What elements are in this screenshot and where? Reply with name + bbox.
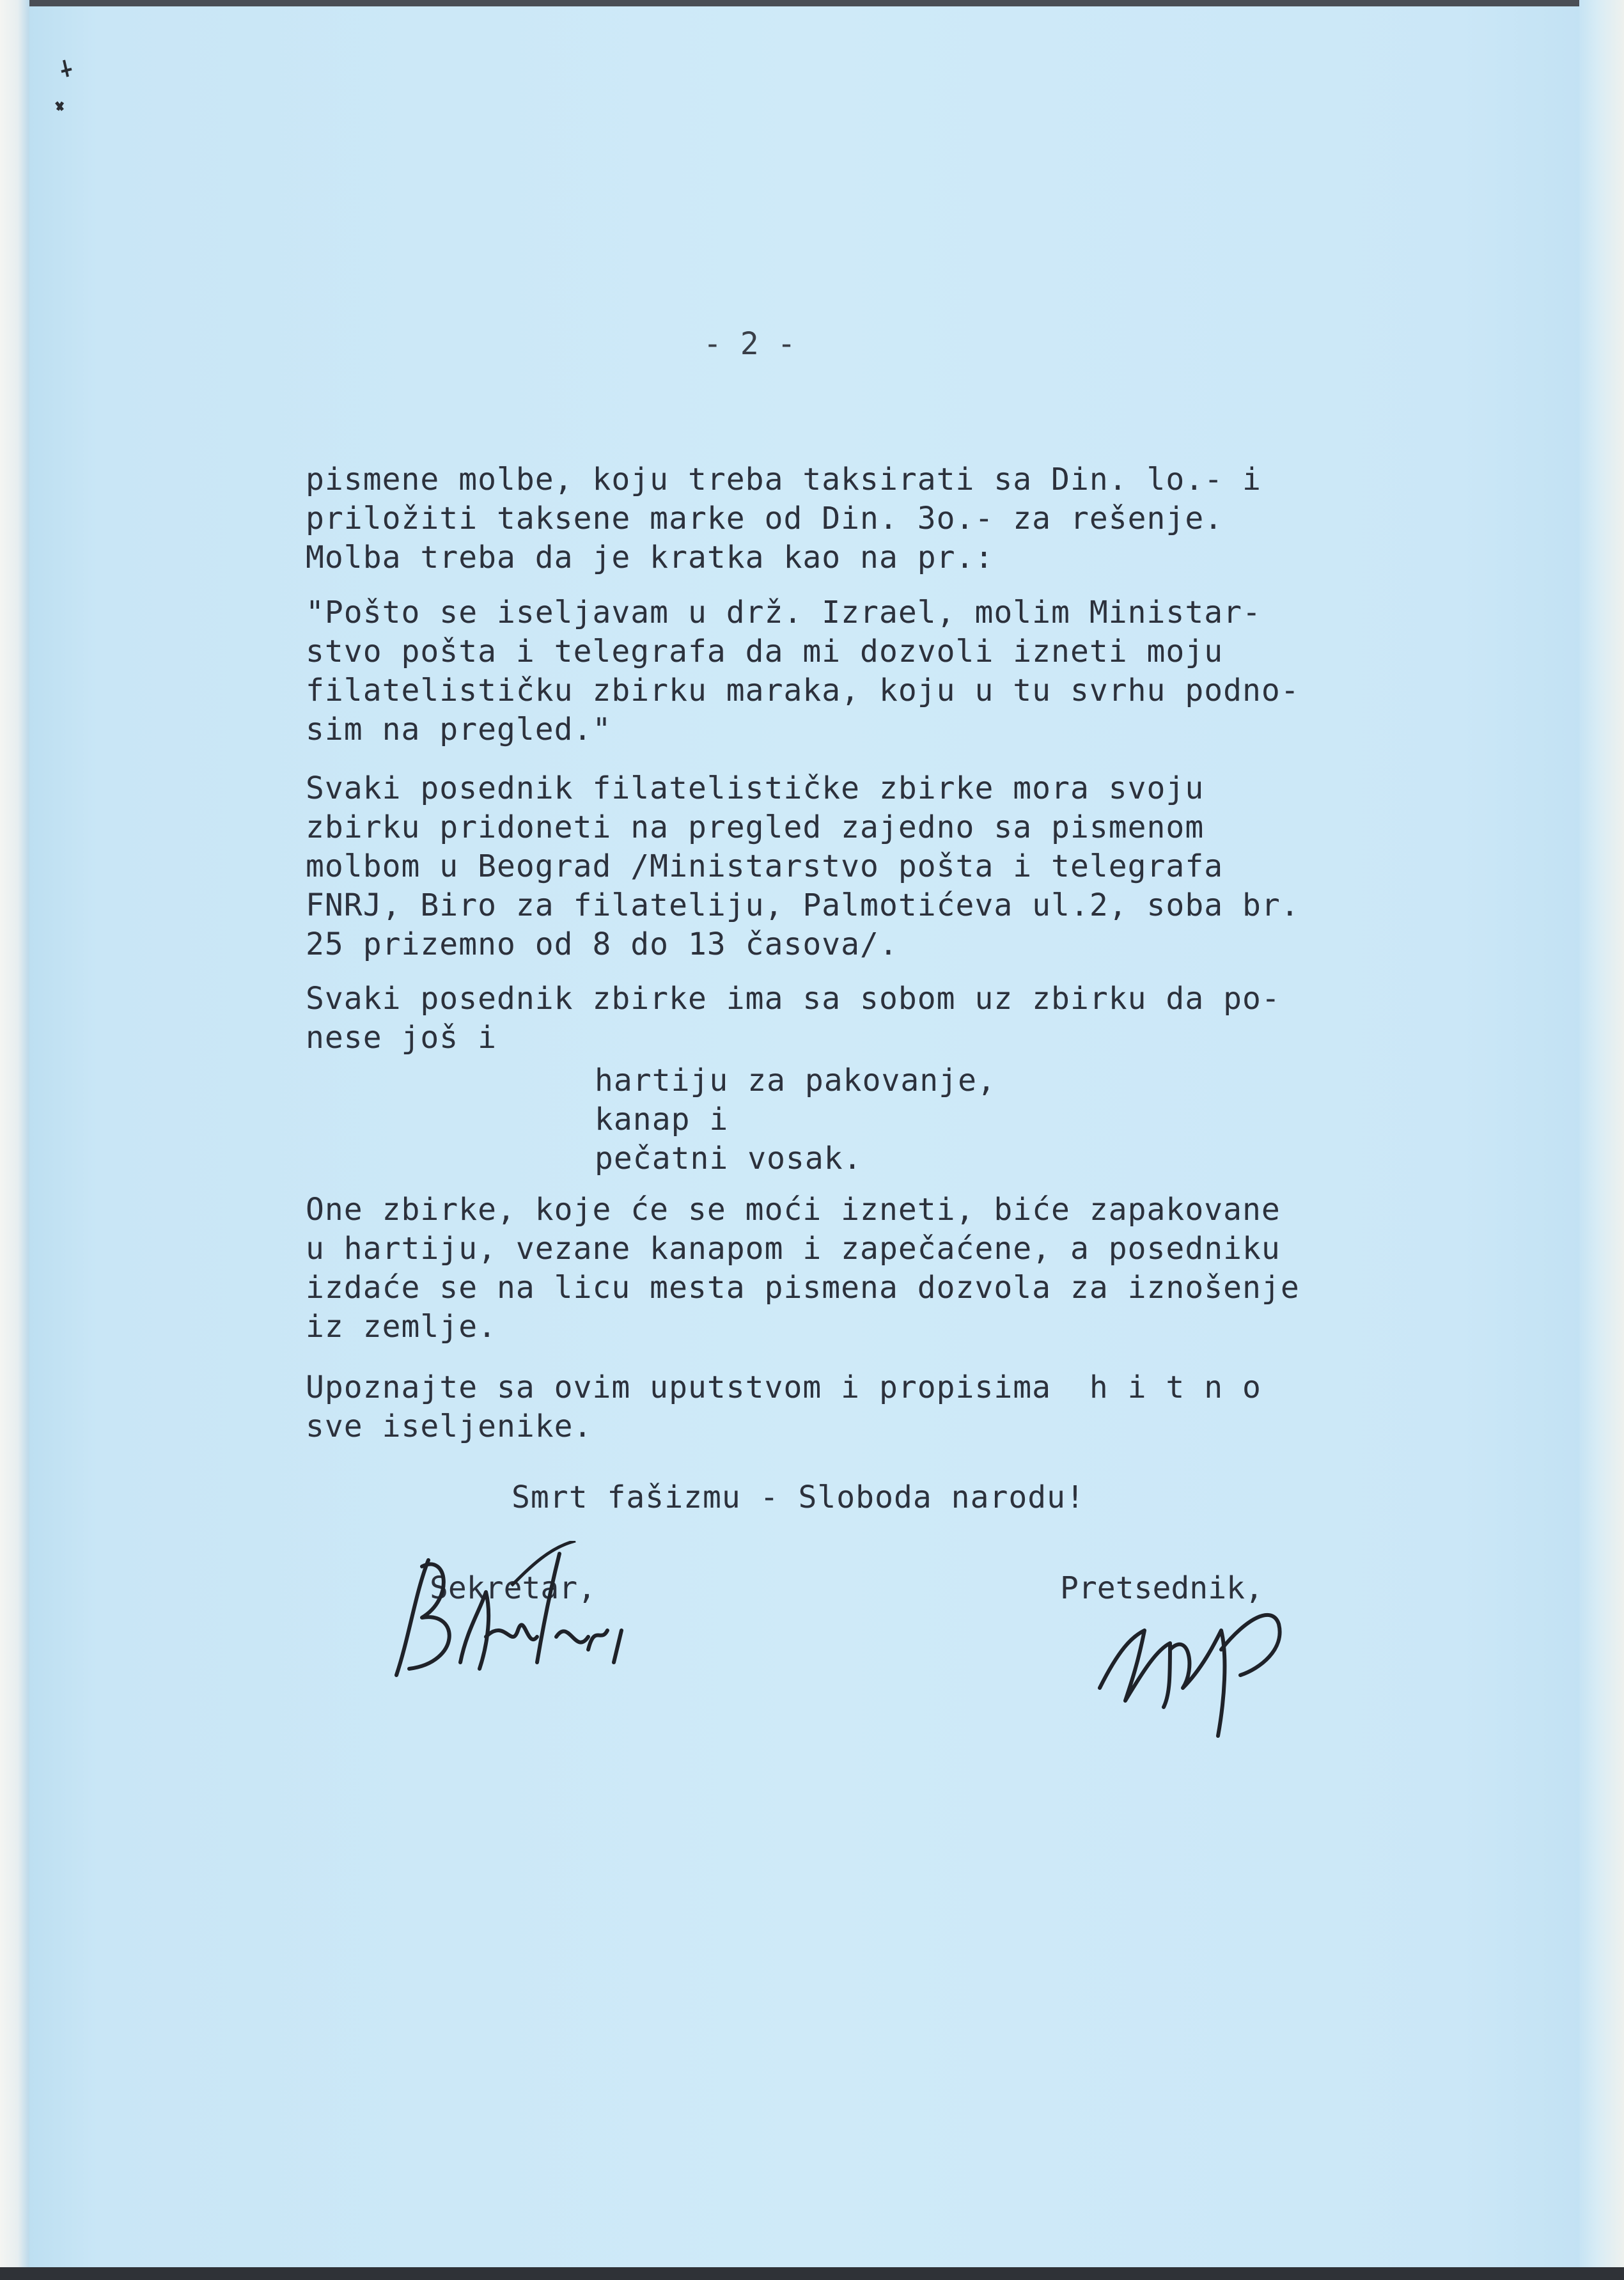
corner-pencil-mark (26, 58, 77, 128)
body-line-3: Molba treba da je kratka kao na pr.: (306, 540, 994, 575)
body-line-23: sve iseljenike. (306, 1409, 593, 1444)
body-line-10: molbom u Beograd /Ministarstvo pošta i telegrafa (306, 848, 1224, 884)
list-item-wax: pečatni vosak. (595, 1141, 863, 1176)
paper-right-edge (1579, 0, 1624, 2280)
body-line-8: Svaki posednik filatelističke zbirke mora svoju (306, 770, 1205, 806)
closing-salutation: Smrt fašizmu - Sloboda narodu! (511, 1480, 1085, 1515)
body-line-13: Svaki posednik zbirke ima sa sobom uz zbirku da po- (306, 981, 1281, 1017)
secretary-label: Sekretar, (430, 1570, 597, 1606)
body-line-14: nese još i (306, 1020, 497, 1056)
list-item-string: kanap i (595, 1102, 729, 1137)
body-line-7: sim na pregled." (306, 712, 612, 747)
secretary-signature (384, 1541, 633, 1694)
body-line-1: pismene molbe, koju treba taksirati sa Din. lo.- i (306, 462, 1261, 497)
paper-left-edge (0, 0, 29, 2280)
body-line-12: 25 prizemno od 8 do 13 časova/. (306, 926, 898, 962)
scan-top-edge (0, 0, 1624, 6)
body-line-5: stvo pošta i telegrafa da mi dozvoli izneti moju (306, 634, 1224, 669)
scan-bottom-edge (0, 2267, 1624, 2280)
body-line-11: FNRJ, Biro za filateliju, Palmotićeva ul.2, soba br. (306, 887, 1300, 923)
president-signature (1087, 1579, 1298, 1739)
body-line-4: "Pošto se iseljavam u drž. Izrael, molim Ministar- (306, 595, 1261, 630)
body-line-20: izdaće se na licu mesta pismena dozvola za iznošenje (306, 1270, 1300, 1306)
president-label: Pretsednik, (1060, 1570, 1263, 1606)
body-line-2: priložiti taksene marke od Din. 3o.- za rešenje. (306, 501, 1224, 536)
page-number: - 2 - (703, 326, 796, 362)
list-item-paper: hartiju za pakovanje, (595, 1063, 996, 1098)
body-line-22: Upoznajte sa ovim uputstvom i propisima h i t n o (306, 1370, 1261, 1405)
body-line-6: filatelističku zbirku maraka, koju u tu svrhu podno- (306, 673, 1300, 708)
body-line-19: u hartiju, vezane kanapom i zapečaćene, a posedniku (306, 1231, 1281, 1267)
body-line-18: One zbirke, koje će se moći izneti, biće zapakovane (306, 1192, 1281, 1228)
body-line-21: iz zemlje. (306, 1309, 497, 1345)
body-line-9: zbirku pridoneti na pregled zajedno sa pismenom (306, 809, 1205, 845)
